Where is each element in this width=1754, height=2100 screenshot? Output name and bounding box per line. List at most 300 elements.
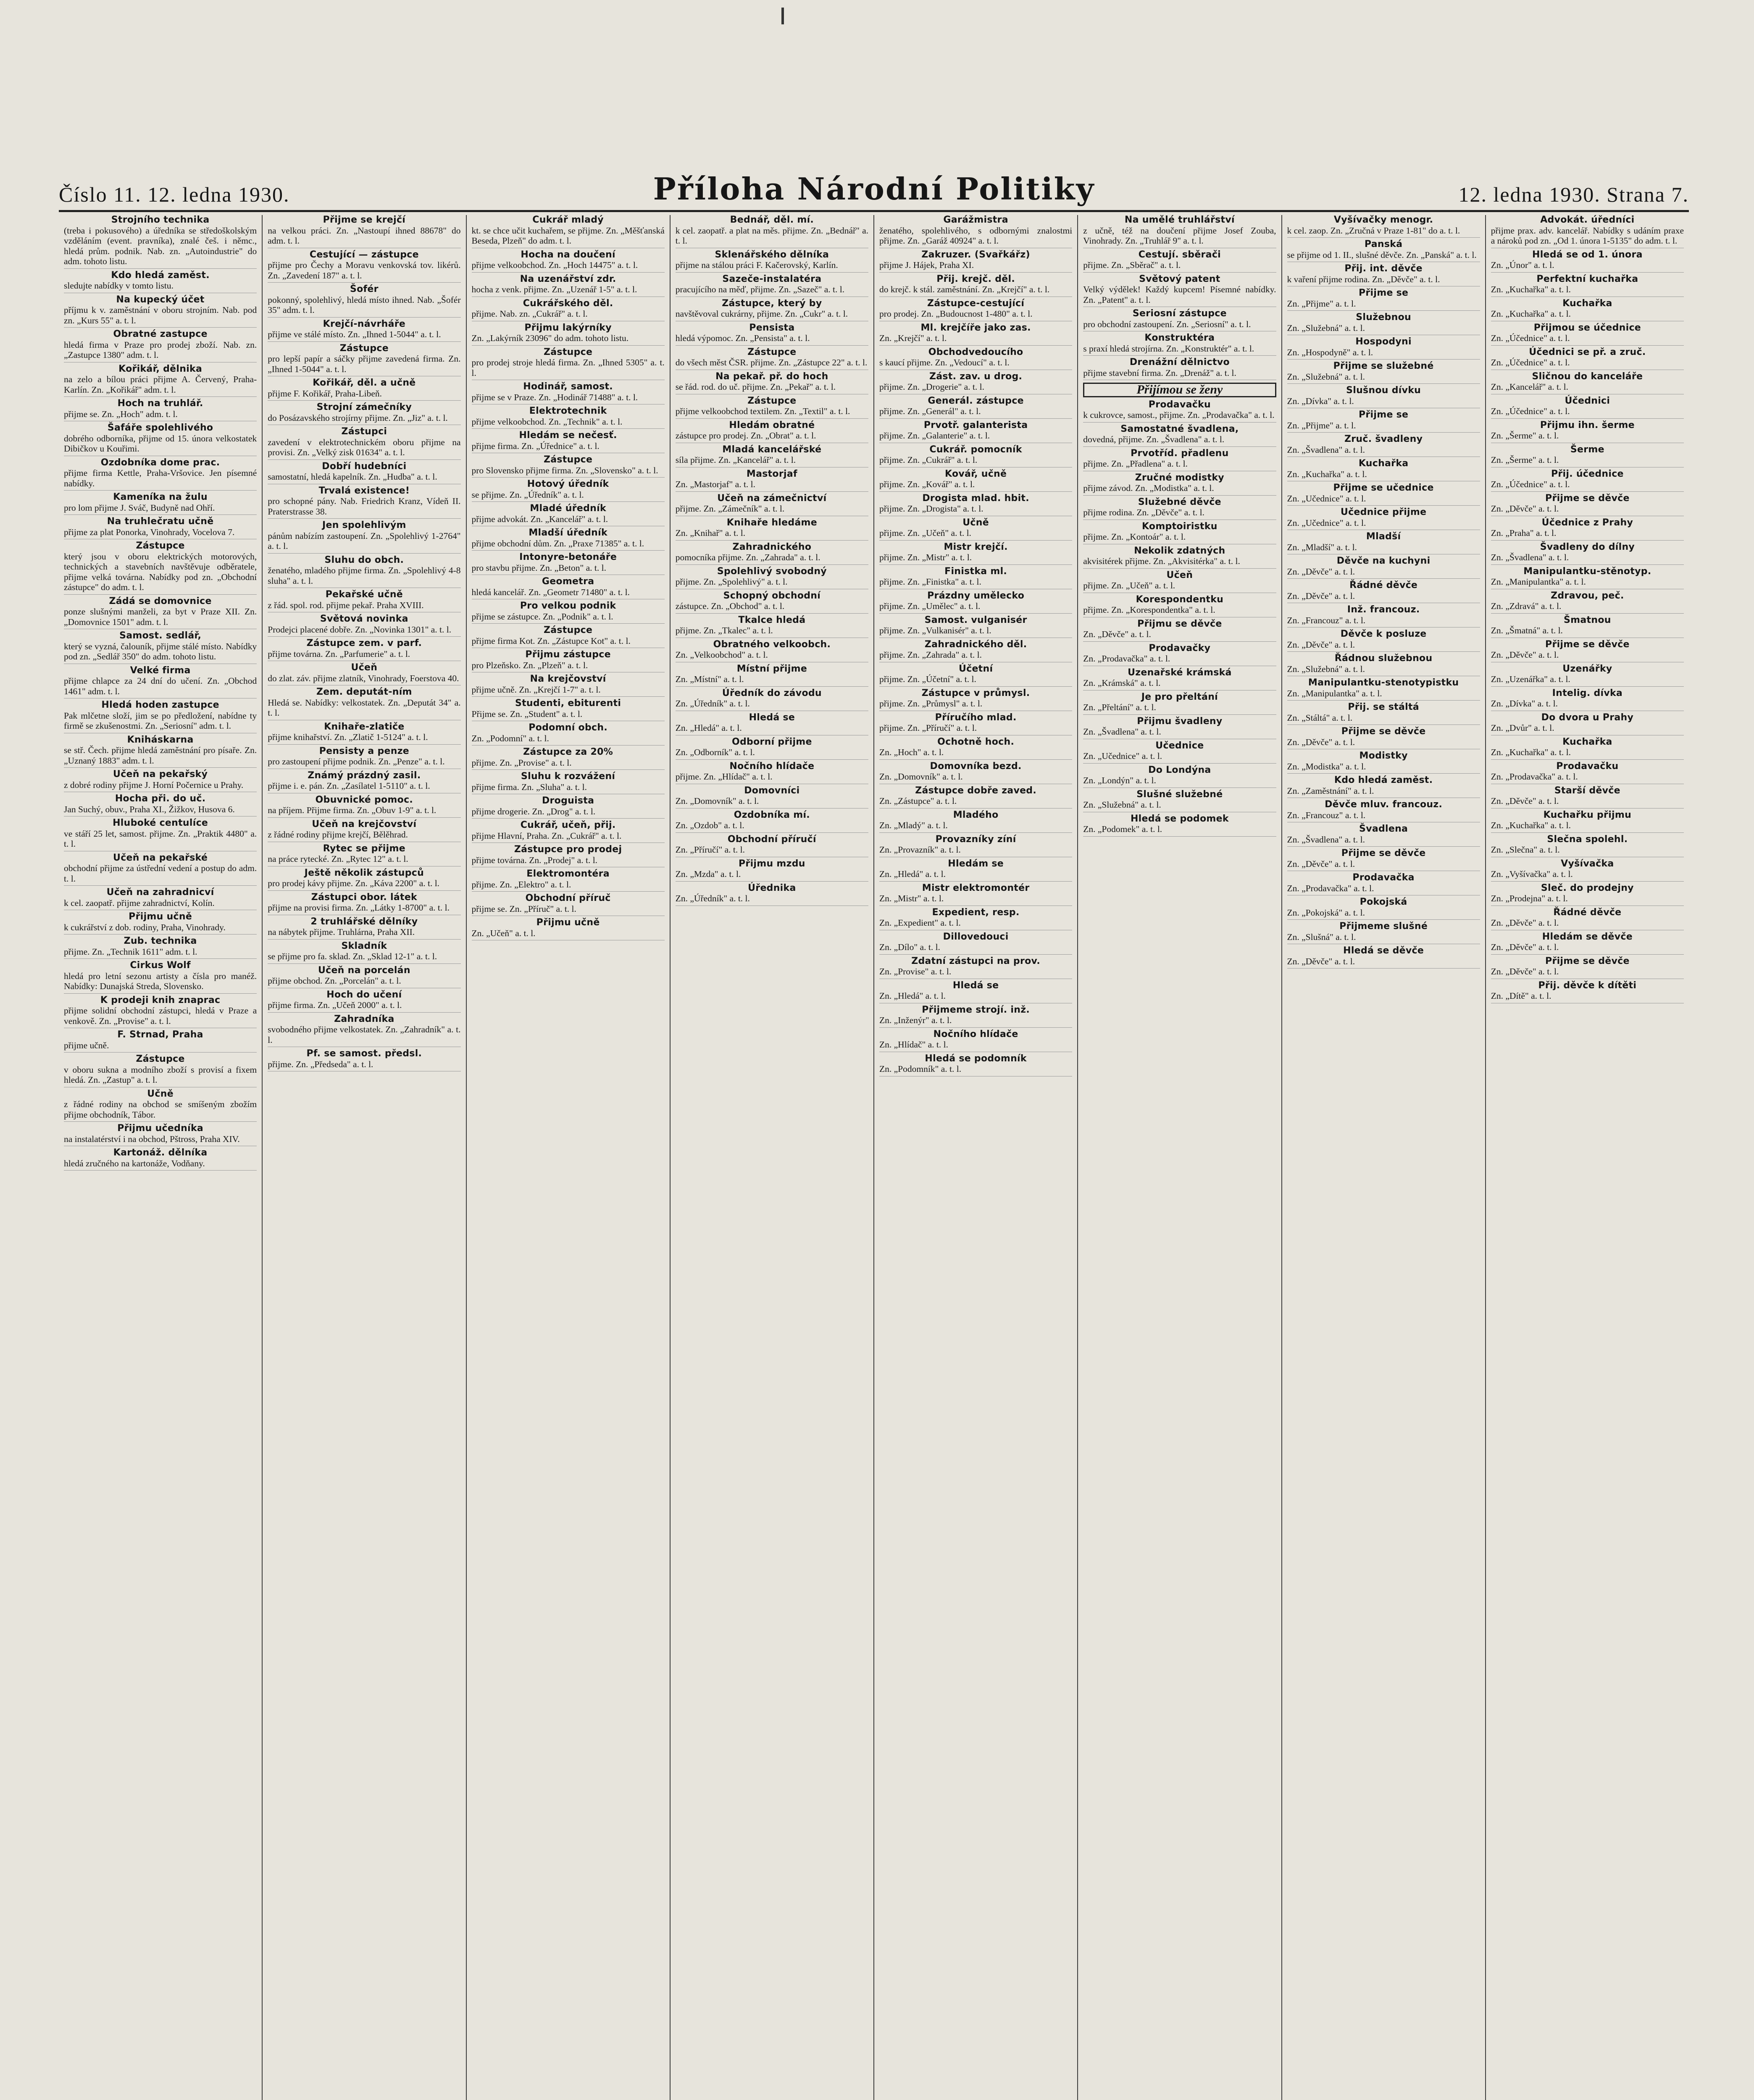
ad-text: síla přijme. Zn. „Kancelář" a. t. l.: [675, 455, 796, 465]
ad-headline: Intonyre-betonáře: [519, 552, 617, 562]
ad-text: přijme továrna. Zn. „Parfumerie" a. t. l.: [268, 648, 410, 659]
ad-text: z učně, též na doučení přijme Josef Zouba, Vinohrady. Zn. „Truhlář 9" a. t. l.: [1083, 225, 1276, 246]
classified-ad: [64, 769, 257, 792]
ad-headline: Učně: [147, 1088, 174, 1099]
classified-ad: [472, 650, 665, 672]
classified-ad: [268, 844, 460, 866]
ad-headline: Hledám se: [948, 858, 1004, 869]
classified-ad: [472, 747, 665, 770]
ad-text: Zn. „Hledá" a. t. l.: [675, 723, 742, 733]
classified-ad: [64, 936, 257, 959]
ad-text: do zlat. záv. přijme zlatník, Vinohrady, Foerstova 40.: [268, 673, 459, 683]
ad-headline: Samost. vulganisér: [924, 614, 1027, 625]
ad-headline: Přij. děvče k dítěti: [1538, 980, 1637, 991]
classified-ad: [676, 396, 868, 419]
classified-ad: [472, 552, 665, 575]
classified-ad: [472, 698, 665, 721]
ad-headline: Nočního hlídače: [729, 761, 815, 772]
ad-text: se řád. rod. do uč. přijme. Zn. „Pekař" a. t. l.: [675, 382, 836, 392]
ad-headline: Elektromontéra: [526, 869, 610, 879]
classified-ad: [1491, 323, 1684, 346]
ad-text: pro Slovensko přijme firma. Zn. „Slovensko" a. t. l.: [471, 465, 658, 475]
ad-headline: Zástupce: [747, 346, 797, 357]
ad-text: přijme firma. Zn. „Úřednice" a. t. l.: [471, 441, 600, 451]
ad-headline: Na krejčovství: [530, 674, 606, 684]
ad-headline: Místní přijme: [736, 663, 807, 674]
ad-headline: Úředník do závodu: [722, 688, 822, 698]
classified-ad: [1083, 643, 1276, 666]
ad-headline: Finistka ml.: [944, 566, 1007, 577]
ad-text: Zn. „Hledá" a. t. l.: [879, 991, 946, 1001]
ad-text: přijme. Zn. „Provise" a. t. l.: [471, 757, 572, 768]
ad-text: (treba i pokusového) a úředníka se středoškolským vzděláním (event. pravníka), znalé češ. i němc., hledá prům. podnik. Nab. zn. „Autoindustrie" do adm. tohoto listu.: [64, 225, 257, 266]
classified-ad: [268, 990, 460, 1013]
ad-headline: Kuchařka: [1562, 298, 1612, 309]
ad-text: Zn. „Účednice" a. t. l.: [1491, 357, 1570, 368]
ad-text: Zn. „Účednice" a. t. l.: [1491, 333, 1570, 343]
ad-headline: Zdravou, peč.: [1551, 590, 1624, 601]
ad-text: Zn. „Děvče" a. t. l.: [1491, 942, 1559, 952]
ad-headline: Do dvora u Prahy: [1541, 712, 1634, 723]
classified-ad: [472, 299, 665, 321]
ad-headline: Hodinář, samost.: [523, 381, 613, 392]
ad-headline: Geometra: [542, 576, 594, 587]
ad-headline: Učně: [962, 517, 989, 528]
classified-ad: [268, 427, 460, 460]
ad-headline: Učeň na pekařský: [113, 769, 208, 780]
ad-headline: Cirkus Wolf: [130, 960, 191, 971]
classified-ad: [1287, 239, 1480, 262]
ad-text: Zn. „Úředník" a. t. l.: [675, 893, 750, 903]
ad-text: přijme. Zn. „Vulkanisér" a. t. l.: [879, 625, 991, 635]
classified-ad: [1491, 567, 1684, 589]
classified-ad: [879, 372, 1072, 394]
column-1: [59, 215, 263, 2100]
ad-text: přijme. Zn. „Drogista" a. t. l.: [879, 504, 984, 514]
ad-text: přijme. Zn. „Korespondentka" a. t. l.: [1083, 605, 1215, 615]
ad-text: Zn. „Kuchařka" a. t. l.: [1491, 284, 1571, 294]
classified-ad: [879, 396, 1072, 419]
ad-text: Zn. „Uzenářka" a. t. l.: [1491, 674, 1570, 684]
ad-headline: Učednice přijme: [1340, 507, 1427, 517]
ad-headline: Na uzenářství zdr.: [520, 273, 616, 284]
ad-text: pro Plzeňsko. Zn. „Plzeň" a. t. l.: [471, 660, 588, 670]
ad-text: Zn. „Kuchařka" a. t. l.: [1491, 747, 1571, 757]
ad-headline: Švadlena: [1359, 824, 1408, 834]
ad-text: přijme J. Hájek, Praha XI.: [879, 260, 974, 270]
ad-headline: Mladší: [1366, 531, 1401, 542]
ad-headline: Kdo hledá zaměst.: [1334, 775, 1433, 785]
classified-ad: [1491, 713, 1684, 735]
ad-text: přijme. Zn. „Spolehlivý" a. t. l.: [675, 577, 788, 587]
ad-headline: Švadleny do dílny: [1540, 541, 1635, 552]
ad-text: navštěvoval cukrárny, přijme. Zn. „Cukr" a. t. l.: [675, 309, 848, 319]
classified-ad: [676, 591, 868, 614]
classified-ad: [64, 818, 257, 851]
section-heading: Přijímou se ženy: [1083, 383, 1276, 397]
ad-text: přijme učně. Zn. „Krejčí 1-7" a. t. l.: [471, 684, 601, 695]
classified-ad: [1491, 883, 1684, 906]
ad-headline: Šmatnou: [1564, 614, 1611, 625]
ad-headline: Zástupce dobře zaved.: [915, 785, 1037, 796]
ad-headline: Hotový úředník: [527, 479, 609, 489]
ad-text: přijme se. Zn. „Hoch" adm. t. l.: [64, 409, 178, 419]
classified-ad: [879, 932, 1072, 955]
ad-headline: K prodeji knih znaprac: [100, 995, 221, 1005]
ad-headline: Řádnou služebnou: [1334, 653, 1433, 664]
classified-ad: [1491, 469, 1684, 492]
classified-ad: [676, 445, 868, 467]
ad-text: přijme obchodní dům. Zn. „Praxe 71385" a. t. l.: [471, 538, 644, 549]
classified-ad: [268, 614, 460, 637]
ad-headline: 2 truhlářské dělníky: [310, 916, 418, 927]
ad-text: zavedení v elektrotechnickém oboru přijme na provisi. Zn. „Velký zisk 01634" a. t. l.: [268, 437, 461, 457]
classified-ad: [472, 274, 665, 297]
ad-text: Zn. „Podomník" a. t. l.: [879, 1064, 962, 1074]
ad-headline: Obratné zastupce: [113, 329, 208, 339]
ad-headline: Hluboké centulíce: [113, 818, 208, 828]
ad-headline: Podomní obch.: [529, 722, 607, 733]
ad-headline: Děvče k posluze: [1340, 629, 1427, 639]
ad-text: Zn. „Inženýr" a. t. l.: [879, 1015, 952, 1025]
ad-headline: Přijmu švadleny: [1137, 716, 1223, 727]
classified-ad: [268, 941, 460, 964]
ad-headline: Přijme se děvče: [1545, 639, 1630, 650]
ad-text: Zn. „Provazník" a. t. l.: [879, 845, 961, 855]
ad-text: přijme firma. Zn. „Sluha" a. t. l.: [471, 782, 587, 792]
ad-headline: Přijme se krejčí: [323, 215, 406, 225]
header-rule: [59, 210, 1689, 212]
ad-text: pro obchodní zastoupení. Zn. „Seriosní" a. t. l.: [1083, 319, 1251, 329]
classified-ad: [676, 835, 868, 857]
ad-headline: Hledá hoden zastupce: [101, 700, 219, 710]
ad-headline: Služebné děvče: [1138, 496, 1221, 507]
ad-text: Zn. „Únor" a. t. l.: [1491, 260, 1554, 270]
ad-text: Zn. „Mzda" a. t. l.: [675, 869, 741, 879]
ad-headline: Zástupce: [339, 343, 389, 354]
classified-ad: [64, 961, 257, 994]
classified-ad: [472, 869, 665, 892]
classified-ad: [64, 1124, 257, 1146]
classified-ad: [1491, 215, 1684, 248]
classified-ad: [64, 399, 257, 421]
ad-headline: Domovníka bezd.: [930, 761, 1022, 772]
ad-text: přijme. Zn. „Sběrač" a. t. l.: [1083, 260, 1181, 270]
ad-headline: Přijmou se účednice: [1533, 322, 1641, 333]
ad-text: přijme drogerie. Zn. „Drog" a. t. l.: [471, 806, 596, 816]
classified-ad: [64, 666, 257, 699]
ad-text: Zn. „Švadlena" a. t. l.: [1287, 834, 1365, 845]
ad-headline: Samostatné švadlena,: [1120, 423, 1239, 434]
classified-ad: [472, 479, 665, 502]
classified-ad: [64, 517, 257, 539]
classified-ad: [676, 567, 868, 589]
ad-headline: Zdatní zástupci na prov.: [911, 956, 1041, 966]
classified-ad: [1083, 357, 1276, 380]
ad-text: do krejč. k stál. zaměstnání. Zn. „Krejčí" a. t. l.: [879, 284, 1050, 294]
ad-headline: Přij. účednice: [1551, 468, 1624, 479]
classified-ad: [64, 596, 257, 630]
classified-ad: [64, 492, 257, 515]
ad-headline: Modistky: [1359, 751, 1408, 761]
ad-headline: Služebnou: [1356, 312, 1411, 323]
classified-columns: [59, 215, 1689, 2100]
ad-text: svobodného přijme velkostatek. Zn. „Zahradník" a. t. l.: [268, 1024, 461, 1045]
ad-headline: Schopný obchodní: [723, 590, 821, 601]
ad-headline: Sklenářského dělníka: [715, 249, 829, 260]
ad-text: s kaucí přijme. Zn. „Vedoucí" a. t. l.: [879, 357, 1010, 368]
ad-text: dovedná, přijme. Zn. „Švadlena" a. t. l.: [1083, 434, 1225, 444]
ad-headline: Na pekař. př. do hoch: [715, 371, 828, 382]
ad-headline: Přijme se učednice: [1333, 483, 1434, 493]
classified-ad: [472, 772, 665, 794]
ad-headline: Zástupce v průmysl.: [921, 688, 1030, 698]
ad-headline: Slušné služebné: [1136, 789, 1223, 800]
classified-ad: [1287, 605, 1480, 627]
ad-headline: Manipulantku-stenotypistku: [1308, 677, 1459, 688]
ad-headline: Cestující — zástupce: [309, 249, 419, 260]
classified-ad: [879, 883, 1072, 906]
classified-ad: [879, 1054, 1072, 1076]
classified-ad: [1491, 372, 1684, 394]
classified-ad: [472, 845, 665, 867]
ad-headline: F. Strnad, Praha: [117, 1029, 203, 1040]
classified-ad: [879, 420, 1072, 443]
ad-text: Zn. „Šerme" a. t. l.: [1491, 430, 1559, 441]
ad-headline: Šofér: [350, 284, 379, 294]
ad-text: přijme na stálou práci F. Kačerovský, Karlín.: [675, 260, 838, 270]
ad-headline: Cukrář. pomocník: [929, 444, 1022, 455]
ad-headline: Mastorjaf: [746, 468, 797, 479]
ad-headline: Starší děvče: [1554, 785, 1620, 796]
ad-headline: Obchodvedoucího: [928, 346, 1023, 357]
classified-ad: [268, 555, 460, 588]
ad-headline: Konstruktéra: [1144, 333, 1215, 343]
ad-headline: Zástupci: [341, 426, 387, 437]
page-title: Příloha Národní Politiky: [653, 171, 1095, 207]
column-6: [1078, 215, 1282, 2100]
ad-headline: Sazeče-instalatéra: [722, 273, 822, 284]
classified-ad: [472, 723, 665, 746]
classified-ad: [879, 908, 1072, 930]
ad-text: Zn. „Pokojská" a. t. l.: [1287, 907, 1365, 918]
ad-headline: Mladé úředník: [530, 503, 606, 514]
ad-headline: Cestují. sběrači: [1138, 249, 1221, 260]
ad-text: Zn. „Podomek" a. t. l.: [1083, 824, 1162, 834]
ad-headline: Vyšívačka: [1561, 858, 1614, 869]
classified-ad: [268, 966, 460, 988]
classified-ad: [1083, 215, 1276, 248]
ad-headline: Kuchařka: [1358, 458, 1409, 469]
classified-ad: [268, 344, 460, 377]
ad-text: přijme. Zn. „Účetní" a. t. l.: [879, 674, 976, 684]
ad-text: přijme F. Kořikář, Praha-Libeň.: [268, 388, 382, 399]
classified-ad: [1287, 434, 1480, 457]
classified-ad: [64, 364, 257, 397]
ad-text: Jan Suchý, obuv., Praha XI., Žižkov, Husova 6.: [64, 804, 235, 814]
classified-ad: [472, 455, 665, 478]
ad-text: Zn. „Šerme" a. t. l.: [1491, 455, 1559, 465]
ad-text: z řád. spol. rod. přijme pekař. Praha XVIII.: [268, 600, 424, 610]
ad-headline: Účetní: [958, 663, 993, 674]
classified-ad: [1287, 848, 1480, 871]
ad-headline: Zástupci obor. látek: [311, 892, 417, 903]
classified-ad: [1083, 595, 1276, 617]
ad-text: Zn. „Londýn" a. t. l.: [1083, 775, 1156, 785]
classified-ad: [879, 445, 1072, 467]
ad-headline: Domovníci: [744, 785, 800, 796]
classified-ad: [1491, 932, 1684, 955]
ad-headline: Kořikář, dělnika: [118, 363, 202, 374]
ad-headline: Bednář, děl. mí.: [730, 215, 814, 225]
ad-headline: Kartonáž. dělníka: [113, 1147, 208, 1158]
ad-text: přijme solidní obchodní zástupci, hledá v Praze a venkově. Zn. „Provise" a. t. l.: [64, 1005, 257, 1026]
classified-ad: [1491, 494, 1684, 516]
ad-text: Zn. „Služebná" a. t. l.: [1287, 323, 1365, 333]
ad-headline: Přijmu učně: [536, 917, 600, 928]
ad-headline: Zástupce: [544, 454, 593, 465]
classified-ad: [879, 518, 1072, 541]
ad-headline: Prodavačky: [1149, 643, 1211, 654]
ad-text: hledá výpomoc. Zn. „Pensista" a. t. l.: [675, 333, 810, 343]
classified-ad: [676, 615, 868, 638]
ad-text: pánům nabízím zastoupení. Zn. „Spolehlivý 1-2764" a. t. l.: [268, 530, 461, 551]
classified-ad: [268, 590, 460, 612]
ad-headline: Manipulantku-stěnotyp.: [1523, 566, 1651, 577]
ad-text: pro prodej. Zn. „Budoucnost 1-480" a. t. l.: [879, 309, 1033, 319]
ad-headline: Trvalá existence!: [318, 485, 410, 496]
ad-text: dobrého odborníka, přijme od 15. února velkostatek Dibičkov u Kouřimi.: [64, 433, 257, 454]
classified-ad: [268, 722, 460, 745]
ad-text: k cukrářství z dob. rodiny, Praha, Vinohrady.: [64, 922, 226, 932]
ad-text: samostatní, hledá kapelník. Zn. „Hudba" a. t. l.: [268, 472, 437, 482]
ad-headline: Obuvnické pomoc.: [315, 794, 413, 805]
ad-headline: Prodavačku: [1556, 761, 1619, 772]
ad-text: Zn. „Modistka" a. t. l.: [1287, 761, 1366, 772]
ad-headline: Mladá kancelářské: [722, 444, 822, 455]
ad-headline: Přijme se děvče: [1545, 493, 1630, 504]
ad-text: přijme. Zn. „Předseda" a. t. l.: [268, 1059, 373, 1069]
ad-text: přijme rodina. Zn. „Děvče" a. t. l.: [1083, 507, 1205, 517]
classified-ad: [1083, 497, 1276, 520]
ad-text: přijme. Zn. „Průmysl" a. t. l.: [879, 698, 983, 709]
ad-text: který jsou v oboru elektrických motorových, technických a stavebních navštěvuje odběratele, přijme velká továrna. Nabídky pod zn. „Obchodní zástupce" do adm. t. l.: [64, 551, 257, 592]
ad-headline: Kuchařku přijmu: [1543, 809, 1632, 820]
ad-headline: Cukrář, učeň, přij.: [520, 820, 616, 830]
ad-text: Zn. „Praha" a. t. l.: [1491, 528, 1557, 538]
classified-ad: [676, 883, 868, 906]
classified-ad: [1491, 835, 1684, 857]
classified-ad: [64, 1030, 257, 1053]
ad-text: Zn. „Děvče" a. t. l.: [1491, 796, 1559, 806]
classified-ad: [676, 250, 868, 273]
ad-text: přijme firma Kettle, Praha-Vršovice. Jen písemné nabídky.: [64, 468, 257, 488]
classified-ad: [1083, 449, 1276, 471]
classified-ad: [1491, 299, 1684, 321]
classified-ad: [268, 638, 460, 661]
ad-headline: Zástupce: [544, 625, 593, 635]
ad-headline: Zahradníka: [334, 1013, 394, 1024]
ad-text: hledá pro letní sezonu artisty a čísla pro manéž. Nabídky: Dunajská Streda, Slovensko.: [64, 971, 257, 991]
ad-headline: Přijme se děvče: [1341, 848, 1426, 858]
ad-text: do všech měst ČSR. přijme. Zn. „Zástupce 22" a. t. l.: [675, 357, 868, 368]
classified-ad: [1491, 445, 1684, 467]
classified-ad: [472, 406, 665, 429]
classified-ad: [64, 423, 257, 456]
ad-text: Zn. „Účednice" a. t. l.: [1491, 406, 1570, 416]
ad-headline: Hledá se: [749, 712, 795, 723]
classified-ad: [1491, 640, 1684, 662]
classified-ad: [1287, 264, 1480, 286]
ad-headline: Kameníka na žulu: [113, 492, 208, 502]
classified-ad: [879, 713, 1072, 735]
classified-ad: [268, 215, 460, 248]
classified-ad: [1083, 668, 1276, 690]
ad-headline: Na umělé truhlářství: [1124, 215, 1235, 225]
classified-ad: [1287, 410, 1480, 433]
ad-text: hledá zručného na kartonáže, Vodňany.: [64, 1158, 205, 1168]
ad-headline: Pf. se samost. předsl.: [306, 1048, 422, 1059]
ad-headline: Krejčí-návrháře: [323, 318, 406, 329]
ad-headline: Na kupecký účet: [116, 294, 205, 305]
ad-headline: Učeň: [351, 662, 378, 673]
ad-headline: Přijmu zástupce: [525, 649, 611, 660]
classified-ad: [1083, 274, 1276, 307]
classified-ad: [879, 250, 1072, 273]
ad-headline: Pokojská: [1360, 897, 1407, 907]
classified-ad: [1491, 737, 1684, 760]
classified-ad: [1491, 761, 1684, 784]
classified-ad: [1287, 459, 1480, 481]
classified-ad: [676, 713, 868, 735]
ad-headline: Úřednika: [748, 882, 796, 893]
ad-text: k cukrovce, samost., přijme. Zn. „Prodavačka" a. t. l.: [1083, 410, 1275, 420]
ad-headline: Učeň: [1166, 570, 1193, 580]
classified-ad: [879, 761, 1072, 784]
ad-headline: Korespondentku: [1136, 594, 1224, 605]
ad-headline: Přijme se děvče: [1545, 956, 1630, 966]
ad-text: přijme stavební firma. Zn. „Drenáž" a. t. l.: [1083, 368, 1236, 378]
ad-headline: Skladník: [341, 940, 387, 951]
ad-headline: Hledá se děvče: [1343, 945, 1424, 956]
ad-headline: Zub. technika: [124, 936, 197, 946]
ad-headline: Zástupce zem. v parf.: [306, 638, 422, 648]
classified-ad: [268, 319, 460, 342]
classified-ad: [676, 347, 868, 370]
column-7: [1282, 215, 1486, 2100]
ad-text: obchodní přijme za ústřední vedení a postup do adm. t. l.: [64, 863, 257, 884]
ad-headline: Účednice z Prahy: [1541, 517, 1633, 528]
classified-ad: [1287, 288, 1480, 311]
classified-ad: [1083, 765, 1276, 788]
ad-text: přijme. Zn. „Tkalec" a. t. l.: [675, 625, 773, 635]
classified-ad: [879, 591, 1072, 614]
ad-text: kt. se chce učit kuchařem, se přijme. Zn. „Měšťanská Beseda, Plzeň" do adm. t. l.: [471, 225, 665, 246]
ad-headline: Pekařské učně: [325, 589, 403, 600]
classified-ad: [1491, 908, 1684, 930]
ad-headline: Garážmistra: [943, 215, 1008, 225]
ad-text: Zn. „Služebná" a. t. l.: [1287, 371, 1365, 382]
ad-text: ponze slušnými manželi, za byt v Praze XII. Zn. „Domovnice 1501" adm. t. l.: [64, 606, 257, 627]
ad-headline: Účednici se př. a zruč.: [1529, 346, 1646, 357]
classified-ad: [1287, 775, 1480, 798]
classified-ad: [472, 347, 665, 381]
classified-ad: [879, 469, 1072, 492]
classified-ad: [1491, 786, 1684, 808]
ad-text: přijme. Zn. „Příručí" a. t. l.: [879, 723, 977, 733]
classified-ad: [64, 887, 257, 910]
ad-text: Zn. „Manipulantka" a. t. l.: [1287, 688, 1382, 698]
